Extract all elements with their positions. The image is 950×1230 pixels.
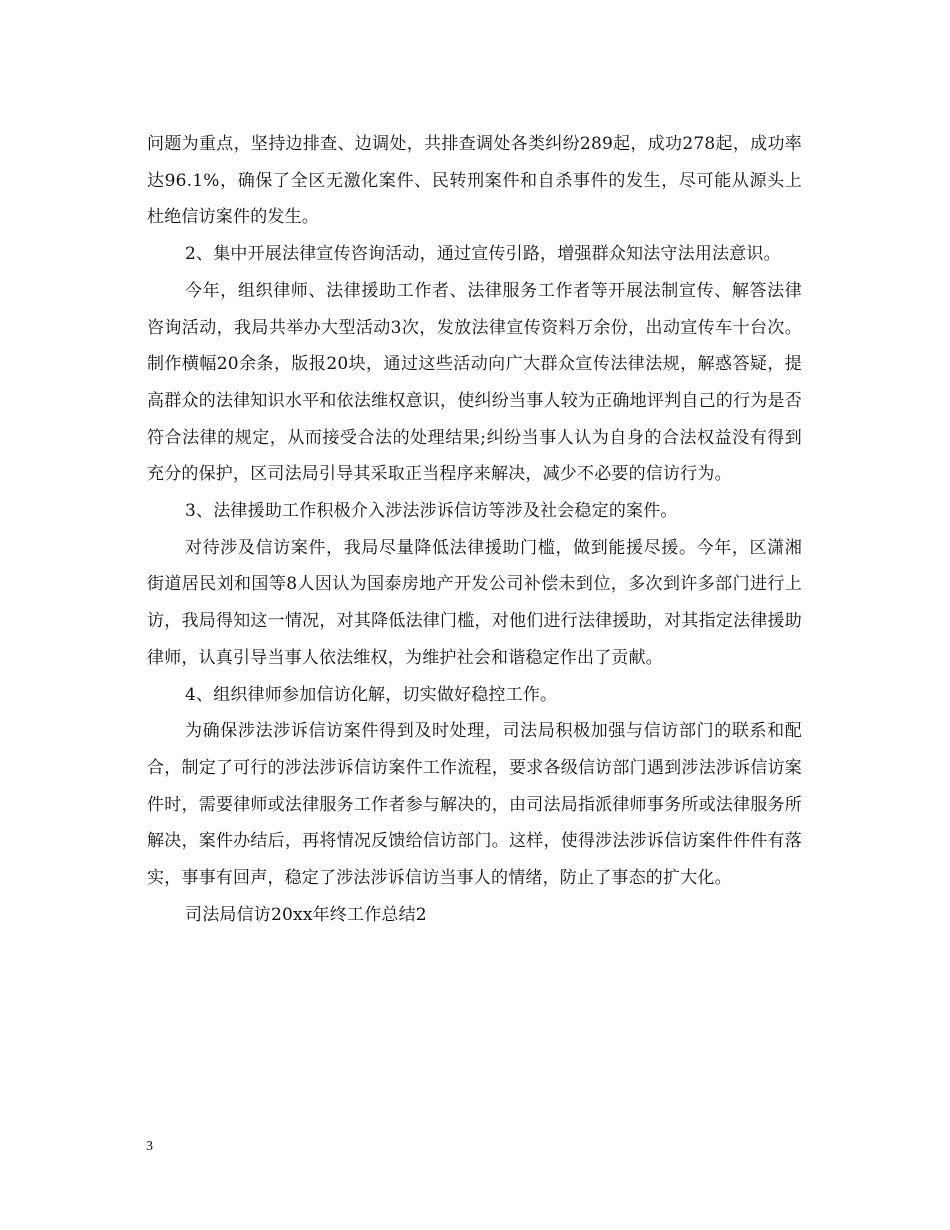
paragraph-legal-aid: 对待涉及信访案件，我局尽量降低法律援助门槛，做到能援尽援。今年，区潇湘街道居民刘和国等8人因认为国泰房地产开发公司补偿未到位，多次到许多部门进行上访，我局得知这一情况，对其降低法律门槛，对他们进行法律援助，对其指定法律援助律师，认真引导当事人依法维权，为维护社会和谐稳定作出了贡献。 <box>147 537 802 668</box>
paragraph-continuation: 问题为重点，坚持边排查、边调处，共排查调处各类纠纷289起，成功278起，成功率达96.1%，确保了全区无激化案件、民转刑案件和自杀事件的发生，尽可能从源头上杜绝信访案件的发生。 <box>147 134 802 228</box>
section-heading-3: 3、法律援助工作积极介入涉法涉诉信访等涉及社会稳定的案件。 <box>185 501 678 522</box>
paragraph-legal-publicity: 今年，组织律师、法律援助工作者、法律服务工作者等开展法制宣传、解答法律咨询活动，我局共举办大型活动3次，发放法律宣传资料万余份，出动宣传车十台次。制作横幅20余条，版报20块，通过这些活动向广大群众宣传法律法规，解惑答疑，提高群众的法律知识水平和依法维权意识，使纠纷当事人较为正确地评判自己的行为是否符合法律的规定，从而接受合法的处理结果;纠纷当事人认为自身的合法权益没有得到充分的保护，区司法局引导其采取正当程序来解决，减少不必要的信访行为。 <box>147 280 802 485</box>
paragraph-petition-resolution: 为确保涉法涉诉信访案件得到及时处理，司法局积极加强与信访部门的联系和配合，制定了可行的涉法涉诉信访案件工作流程，要求各级信访部门遇到涉法涉诉信访案件时，需要律师或法律服务工作者参与解决的，由司法局指派律师事务所或法律服务所解决，案件办结后，再将情况反馈给信访部门。这样，使得涉法涉诉信访案件件件有落实，事事有回声，稳定了涉法涉诉信访当事人的情绪，防止了事态的扩大化。 <box>147 721 802 889</box>
page-number: 3 <box>146 1139 153 1154</box>
section-heading-2: 2、集中开展法律宣传咨询活动，通过宣传引路，增强群众知法守法用法意识。 <box>185 244 781 265</box>
document-title-next: 司法局信访20xx年终工作总结2 <box>185 904 427 925</box>
document-body <box>147 126 802 933</box>
section-heading-4: 4、组织律师参加信访化解，切实做好稳控工作。 <box>185 684 558 705</box>
